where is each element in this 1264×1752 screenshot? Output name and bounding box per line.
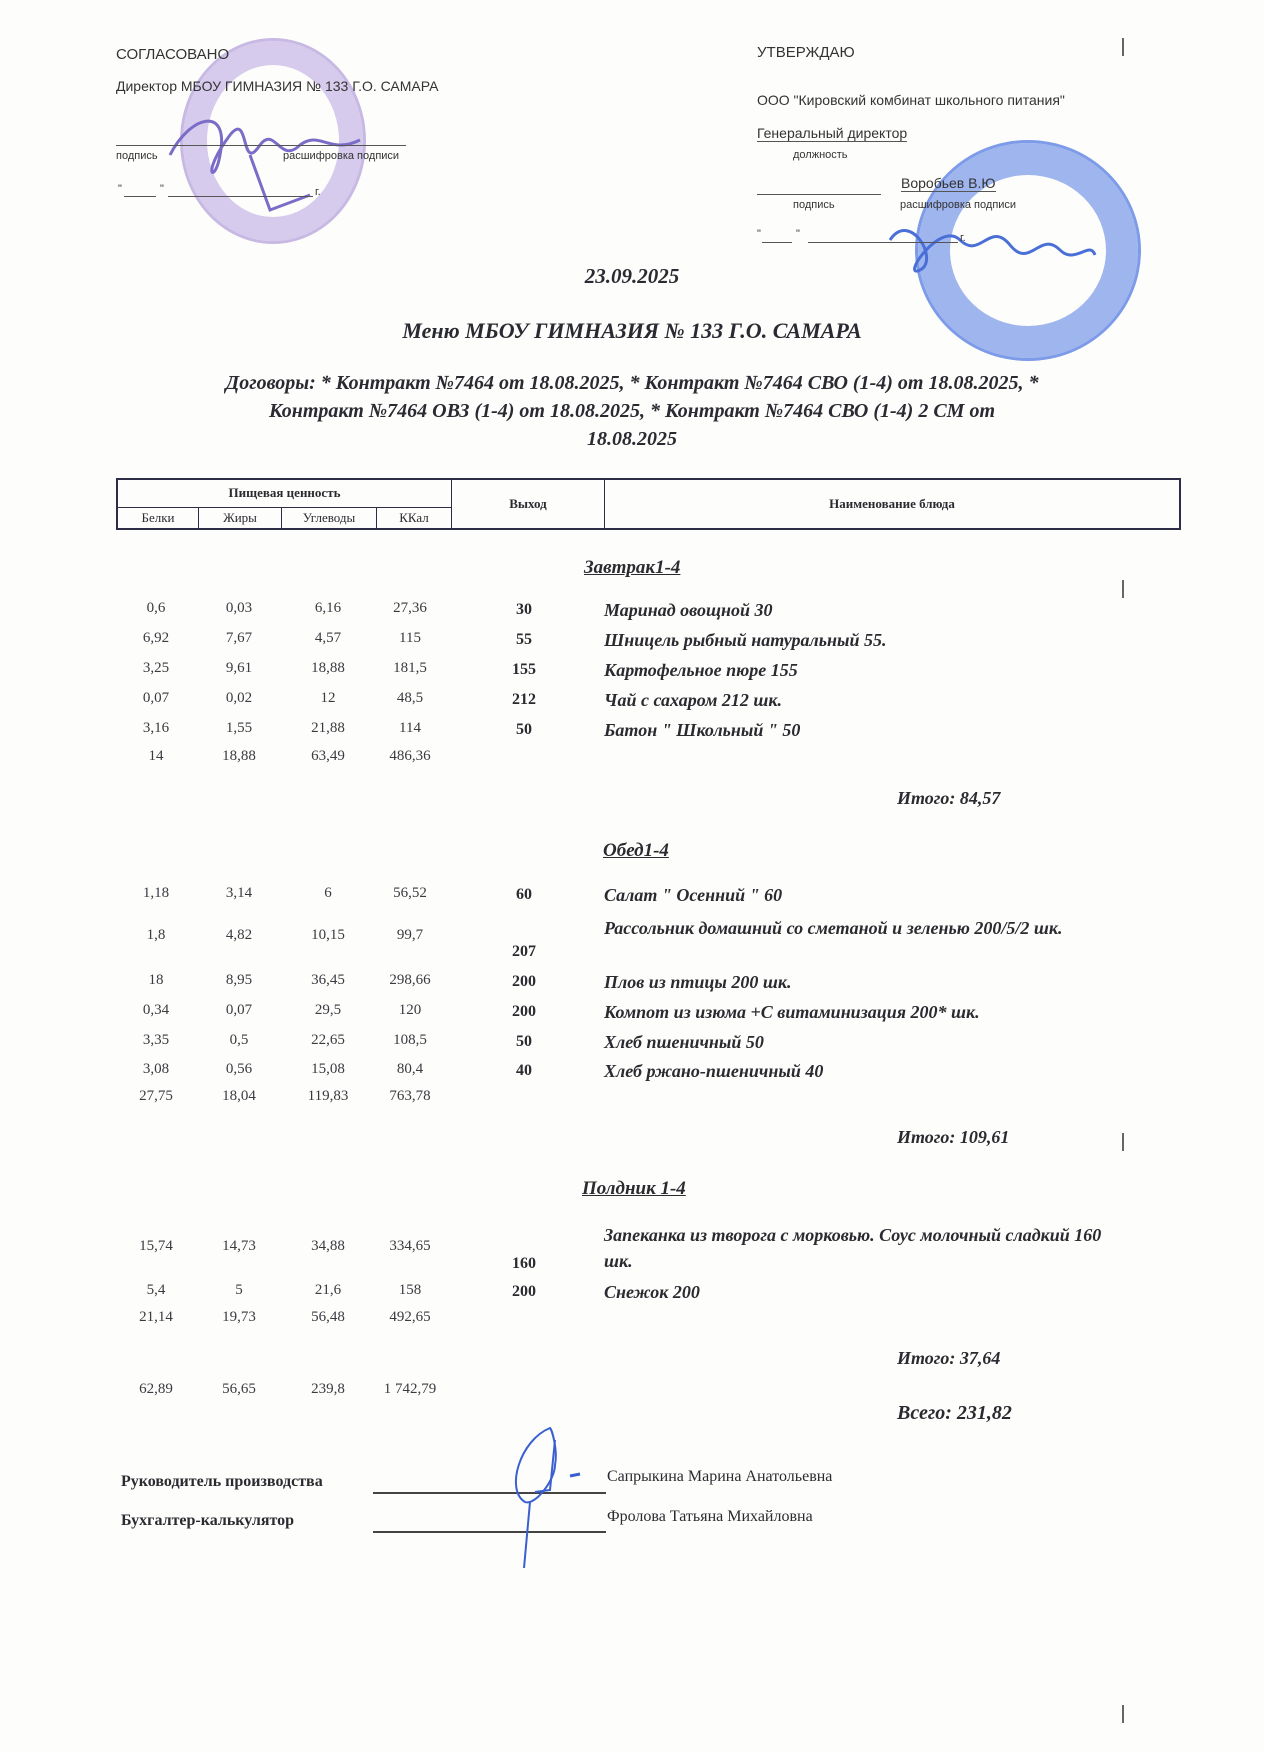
dish-name: Салат " Осенний " 60 [604,885,783,905]
fats-value: 0,07 [225,1002,253,1018]
carbs-sum: 63,49 [311,748,345,764]
date-quote-close-right: " [796,228,800,240]
position-label: должность [793,149,848,161]
signature-name: Сапрыкина Марина Анатольевна [607,1468,833,1485]
fats-value: 3,14 [225,885,253,901]
carbs-value: 4,57 [314,630,342,646]
dish-name: Плов из птицы 200 шк. [604,972,792,992]
kcal-grand: 1 742,79 [383,1381,437,1397]
proteins-value: 6,92 [142,630,170,646]
yield-header: Выход [452,479,605,529]
proteins-value: 3,25 [142,660,170,676]
proteins-value: 3,16 [142,720,170,736]
kcal-value: 158 [398,1282,422,1298]
grand-total: Всего: 231,82 [897,1402,1012,1424]
fats-header: Жиры [199,507,282,529]
signature-role: Бухгалтер-калькулятор [121,1512,295,1529]
kcal-value: 80,4 [396,1061,424,1077]
kcal-value: 120 [398,1002,422,1018]
agreed-position-line: Директор МБОУ ГИМНАЗИЯ № 133 Г.О. САМАРА [116,78,439,94]
yield-value: 212 [512,691,536,708]
proteins-sum: 14 [148,748,164,764]
proteins-value: 0,07 [142,690,170,706]
kcal-sum: 763,78 [389,1088,431,1104]
carbs-value: 6,16 [314,600,342,616]
dish-name: Снежок 200 [604,1282,700,1302]
dish-name: Шницель рыбный натуральный 55. [604,630,887,650]
carbs-value: 21,6 [314,1282,342,1298]
decoding-label-right: расшифровка подписи [900,199,1017,211]
proteins-value: 0,6 [146,600,166,616]
proteins-value: 15,74 [139,1238,173,1254]
fats-value: 0,5 [229,1032,249,1048]
contracts-line-1: Договоры: * Контракт №7464 от 18.08.2025, * Контракт №7464 СВО (1-4) от 18.08.2025, * [225,372,1039,394]
carbs-value: 12 [320,690,336,706]
section-title-snack: Полдник 1-4 [582,1178,686,1199]
kcal-header: ККал [377,507,452,529]
menu-title: Меню МБОУ ГИМНАЗИЯ № 133 Г.О. САМАРА [402,318,862,343]
yield-value: 50 [516,1033,532,1050]
carbs-value: 36,45 [311,972,345,988]
menu-table-header [116,478,1181,530]
fats-grand: 56,65 [222,1381,256,1397]
yield-value: 207 [512,943,536,960]
proteins-value: 3,08 [142,1061,170,1077]
scan-mark [1122,1133,1124,1151]
director-name: Воробьев В.Ю [901,175,996,191]
carbs-sum: 56,48 [311,1309,345,1325]
kcal-value: 334,65 [389,1238,431,1254]
proteins-grand: 62,89 [139,1381,173,1397]
carbs-value: 21,88 [311,720,345,736]
production-manager-signature [480,1420,610,1570]
menu-date: 23.09.2025 [584,264,680,288]
fats-value: 8,95 [225,972,253,988]
day-line-right [762,242,792,243]
kcal-value: 56,52 [393,885,427,901]
carbs-value: 15,08 [311,1061,345,1077]
dish-name: Компот из изюма +С витаминизация 200* шк. [604,1002,980,1022]
date-quote-open-right: " [757,228,761,240]
carbs-value: 34,88 [311,1238,345,1254]
carbs-value: 10,15 [311,927,345,943]
signature-label: подпись [116,150,158,162]
proteins-value: 3,35 [142,1032,170,1048]
fats-value: 14,73 [222,1238,256,1254]
fats-sum: 18,88 [222,748,256,764]
fats-value: 7,67 [225,630,253,646]
kcal-value: 99,7 [396,927,424,943]
carbs-value: 18,88 [311,660,345,676]
contracts-line-2: Контракт №7464 ОВЗ (1-4) от 18.08.2025, * Контракт №7464 СВО (1-4) 2 СМ от [268,400,996,422]
date-quote-open: " [118,183,122,195]
scan-mark [1122,1705,1124,1723]
kcal-value: 115 [399,630,421,646]
month-line [168,196,313,197]
proteins-sum: 27,75 [139,1088,173,1104]
fats-value: 0,56 [225,1061,253,1077]
fats-sum: 18,04 [222,1088,256,1104]
organization-name: ООО "Кировский комбинат школьного питания" [757,92,1065,108]
kcal-value: 48,5 [396,690,424,706]
dish-name-header: Наименование блюда [605,479,1181,529]
approve-heading: УТВЕРЖДАЮ [757,44,855,61]
month-line-right [808,242,958,243]
director-position: Генеральный директор [757,125,908,141]
section-total: Итого: 37,64 [897,1348,1001,1368]
proteins-header: Белки [117,507,199,529]
dish-name: Рассольник домашний со сметаной и зеленью 200/5/2 шк. [604,918,1063,938]
yield-value: 50 [516,721,532,738]
carbs-value: 22,65 [311,1032,345,1048]
carbs-value: 6 [324,885,332,901]
fats-sum: 19,73 [222,1309,256,1325]
yield-value: 55 [516,631,532,648]
signature-role: Руководитель производства [121,1473,323,1490]
proteins-value: 1,18 [142,885,170,901]
proteins-value: 1,8 [146,927,166,943]
kcal-value: 114 [399,720,421,736]
section-title-lunch: Обед1-4 [603,840,669,861]
signature-line [116,145,406,146]
scan-mark [1122,38,1124,56]
yield-value: 60 [516,886,532,903]
fats-value: 4,82 [225,927,253,943]
dish-name: Хлеб ржано-пшеничный 40 [604,1061,824,1081]
carbs-sum: 119,83 [307,1088,349,1104]
contracts-line-3: 18.08.2025 [587,428,677,450]
fats-value: 9,61 [225,660,253,676]
kcal-sum: 486,36 [389,748,431,764]
yield-value: 160 [512,1255,536,1272]
agreed-heading: СОГЛАСОВАНО [116,46,230,63]
yield-value: 30 [516,601,532,618]
proteins-value: 0,34 [142,1002,170,1018]
decoding-label: расшифровка подписи [283,150,400,162]
date-quote-close: " [160,183,164,195]
signature-name: Фролова Татьяна Михайловна [607,1508,813,1525]
year-suffix: г. [315,186,321,198]
proteins-value: 5,4 [146,1282,166,1298]
signature-label-right: подпись [793,199,835,211]
dish-name: Картофельное пюре 155 [604,660,798,680]
kcal-sum: 492,65 [389,1309,431,1325]
signature-line-right [757,194,881,195]
nutrition-header: Пищевая ценность [117,479,452,507]
fats-value: 5 [235,1282,243,1298]
fats-value: 0,03 [225,600,253,616]
dish-name: Чай с сахаром 212 шк. [604,690,783,710]
dish-name: Хлеб пшеничный 50 [604,1032,764,1052]
proteins-value: 18 [148,972,164,988]
dish-name: Маринад овощной 30 [604,600,773,620]
section-total: Итого: 84,57 [897,788,1001,808]
day-line [124,196,156,197]
scan-mark [1122,580,1124,598]
dish-name: Запеканка из творога с морковью. Соус молочный сладкий 160 шк. [604,1225,1102,1271]
kcal-value: 181,5 [393,660,427,676]
kcal-value: 108,5 [393,1032,427,1048]
section-title-breakfast: Завтрак1-4 [584,557,681,578]
section-total: Итого: 109,61 [897,1127,1010,1147]
kcal-value: 298,66 [389,972,431,988]
year-suffix-right: г. [960,232,966,244]
dish-name: Батон " Школьный " 50 [604,720,801,740]
yield-value: 200 [512,973,536,990]
yield-value: 155 [512,661,536,678]
yield-value: 40 [516,1062,532,1079]
fats-value: 0,02 [225,690,253,706]
carbs-value: 29,5 [314,1002,342,1018]
kcal-value: 27,36 [393,600,427,616]
proteins-sum: 21,14 [139,1309,173,1325]
carbs-header: Углеводы [282,507,377,529]
carbs-grand: 239,8 [311,1381,345,1397]
yield-value: 200 [512,1283,536,1300]
fats-value: 1,55 [225,720,253,736]
yield-value: 200 [512,1003,536,1020]
